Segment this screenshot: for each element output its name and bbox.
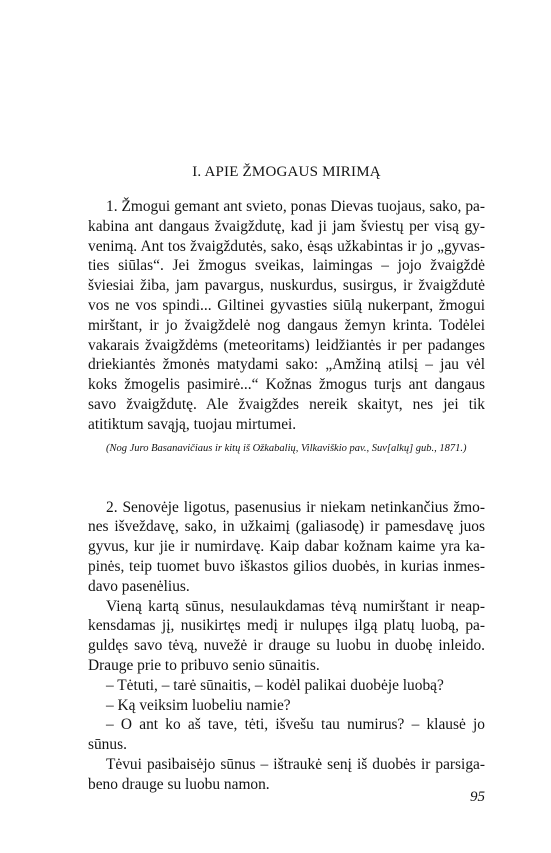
dialogue-line-1: – Tėtuti, – tarė sūnaitis, – kodėl palikai duobėje luobą?: [106, 676, 444, 694]
dialogue-line-3: – O ant ko aš tave, tėti, išvešu tau numirus? – klausė jo sūnus.: [88, 716, 485, 754]
paragraph-3: Vieną kartą sūnus, nesulaukdamas tėvą numirštant ir neapkensdamas jį, nusikirtęs medį ir nulupęs ilgą platų luobą, paguldęs savo tėvą, nuvežė ir drauge su luobu in duobę inleido. Drauge prie to pribuvo senio sūnaitis.: [88, 597, 485, 674]
dialogue-line-2: – Ką veiksim luobeliu namie?: [106, 696, 291, 714]
source-note: (Nog Juro Basanavičiaus ir kitų iš Ožkabalių, Vilkaviškio pav., Suv[alkų] gub., 1871.): [106, 442, 467, 454]
paragraph-4: Tėvui pasibaisėjo sūnus – ištraukė senį iš duobės ir parsigabeno drauge su luobu namon.: [88, 755, 485, 793]
paragraph-2: 2. Senovėje ligotus, pasenusius ir niekam netinkančius žmones išveždavę, sako, in užkaimį (galiasodę) ir pamesdavę juos gyvus, kur jie ir numirdavę. Kaip dabar kožnam kaime yra kapinės, teip tuomet buvo iškastos gilios duobės, in kurias inmesdavo pasenėlius.: [88, 498, 485, 595]
paragraph-1: 1. Žmogui gemant ant svieto, ponas Dievas tuojaus, sako, pakabina ant dangaus žvaigždutę, kad ji jam šviestų per visą gyvenimą. Ant tos žvaigždutės, sako, ėsąs užkabintas ir jo „gyvasties siūlas“. Jei žmogus sveikas, laimingas – jojo žvaigždė šviesiai žiba, jam pavargus, nuskurdus, susirgus, ir žvaigždutė vos ne vos spindi... Giltinei gyvasties siūlą nukerpant, žmogui mirštant, ir jo žvaigždelė nog dangaus žemyn krinta. Todėlei vakarais žvaigždėms (meteoritams) leidžiantės ir per padanges driekiantės žmonės matydami sako: „Amžiną atilsį – jau vėl koks žmogelis pasimirė...“ Kožnas žmogus turįs ant dangaus savo žvaigždutę. Ale žvaigždes nereik skaityt, nes jei tik atitiktum savąją, tuojau mirtumei.: [88, 198, 485, 433]
page-number: 95: [470, 789, 485, 805]
book-page: [88, 164, 485, 795]
chapter-title: I. APIE ŽMOGAUS MIRIMĄ: [192, 164, 381, 180]
